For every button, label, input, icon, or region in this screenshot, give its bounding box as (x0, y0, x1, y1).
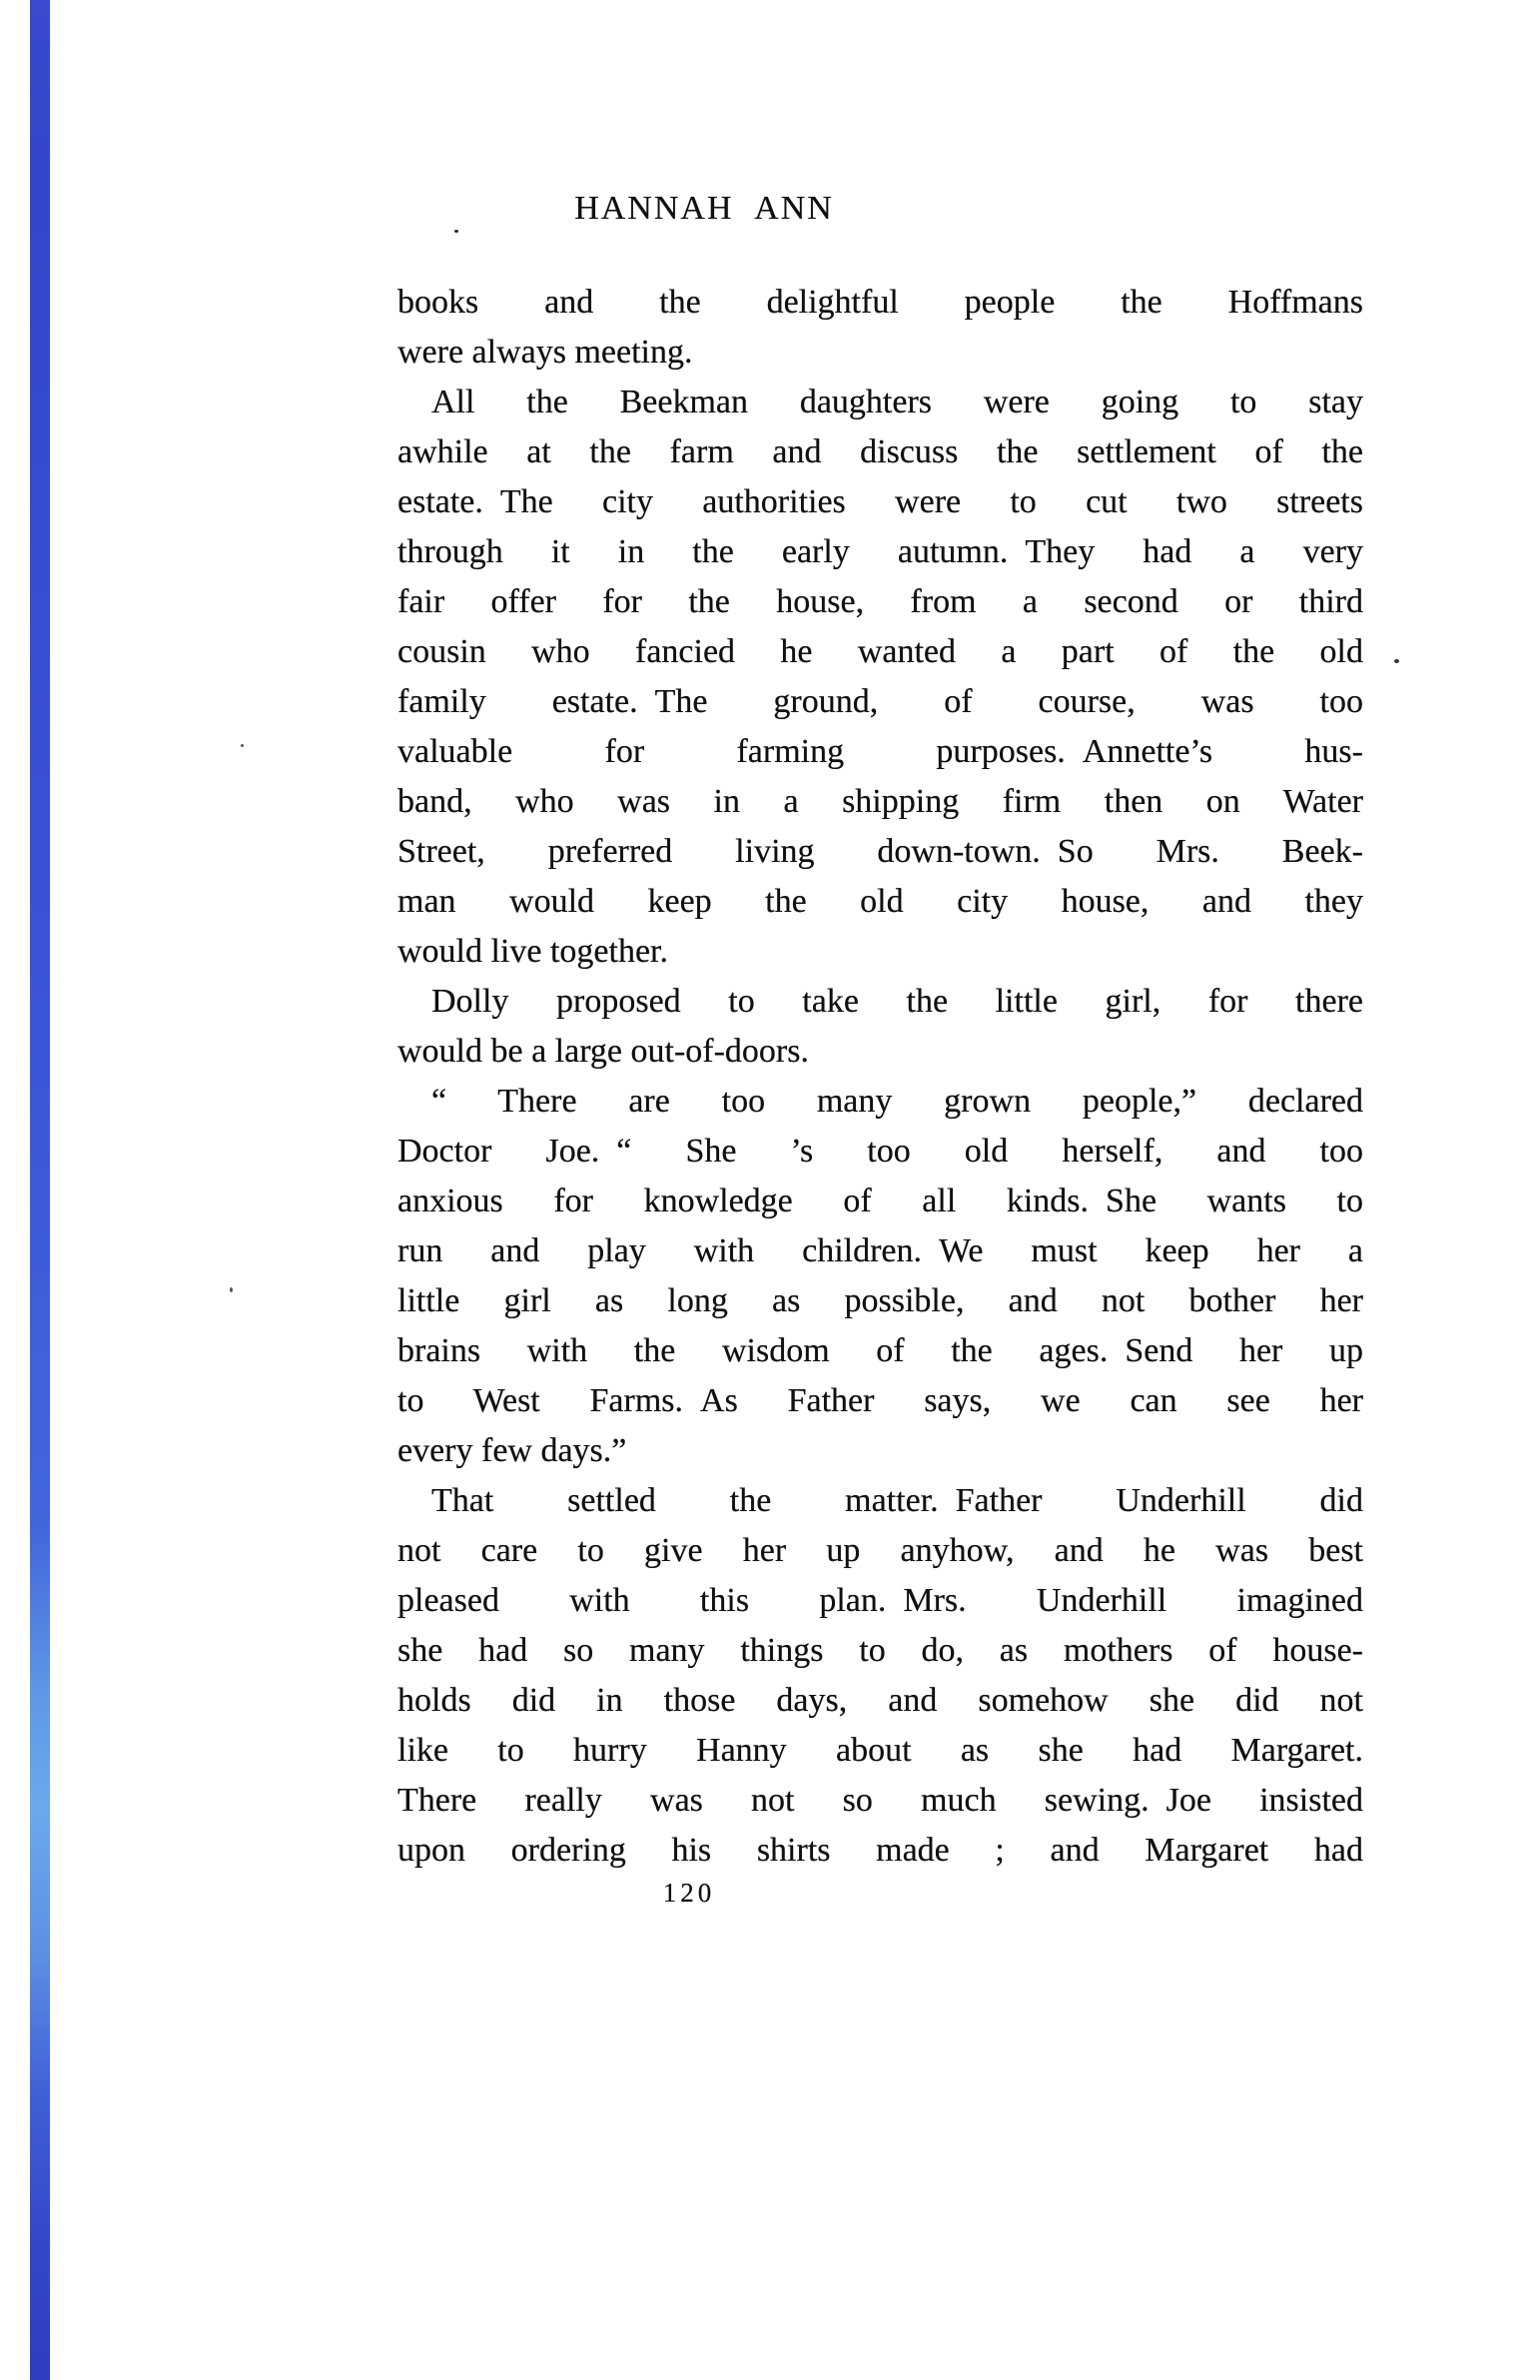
text-line: fair offer for the house, from a second or third (397, 583, 1363, 620)
text-line: valuable for farming purposes. Annette’s hus- (397, 733, 1363, 770)
text-line: band, who was in a shipping firm then on Water (397, 783, 1363, 820)
text-line: books and the delightful people the Hoffmans (397, 284, 1363, 321)
text-line: through it in the early autumn. They had a very (397, 533, 1363, 570)
scan-speck (1394, 659, 1399, 663)
text-line: run and play with children. We must keep her a (397, 1232, 1363, 1269)
text-line: holds did in those days, and somehow she did not (397, 1682, 1363, 1719)
page-number: 120 (662, 1878, 716, 1908)
text-line: family estate. The ground, of course, was too (397, 683, 1363, 720)
text-line: upon ordering his shirts made ; and Margaret had (397, 1832, 1363, 1869)
text-line: pleased with this plan. Mrs. Underhill imagined (397, 1582, 1363, 1619)
scan-speck (241, 744, 244, 747)
text-line: she had so many things to do, as mothers of house- (397, 1632, 1363, 1669)
text-line: There really was not so much sewing. Joe insisted (397, 1782, 1363, 1819)
text-line: were always meeting. (397, 334, 693, 371)
text-line: not care to give her up anyhow, and he was best (397, 1532, 1363, 1569)
text-line: “ There are too many grown people,” declared (431, 1083, 1363, 1120)
text-line: man would keep the old city house, and they (397, 883, 1363, 920)
text-line: Street, preferred living down-town. So Mrs. Beek- (397, 833, 1363, 870)
text-line: All the Beekman daughters were going to stay (431, 384, 1363, 420)
text-line: Dolly proposed to take the little girl, for there (431, 983, 1363, 1020)
text-line: to West Farms. As Father says, we can see her (397, 1382, 1363, 1419)
text-line: like to hurry Hanny about as she had Margaret. (397, 1732, 1363, 1769)
scan-edge-artifact (30, 0, 50, 2380)
text-line: would be a large out-of-doors. (397, 1033, 809, 1070)
text-line: anxious for knowledge of all kinds. She wants to (397, 1183, 1363, 1219)
text-line: Doctor Joe. “ She ’s too old herself, and too (397, 1133, 1363, 1170)
text-line: every few days.” (397, 1432, 627, 1469)
text-block (397, 278, 1363, 1876)
text-line: That settled the matter. Father Underhill did (431, 1482, 1363, 1519)
scan-speck (454, 230, 458, 233)
scan-speck (230, 1287, 233, 1292)
text-line: awhile at the farm and discuss the settlement of the (397, 433, 1363, 470)
text-line: brains with the wisdom of the ages. Send her up (397, 1332, 1363, 1369)
text-line: little girl as long as possible, and not bother her (397, 1282, 1363, 1319)
text-line: cousin who fancied he wanted a part of the old (397, 633, 1363, 670)
running-head: HANNAH ANN (574, 190, 834, 227)
text-line: estate. The city authorities were to cut two streets (397, 483, 1363, 520)
text-line: would live together. (397, 933, 669, 970)
